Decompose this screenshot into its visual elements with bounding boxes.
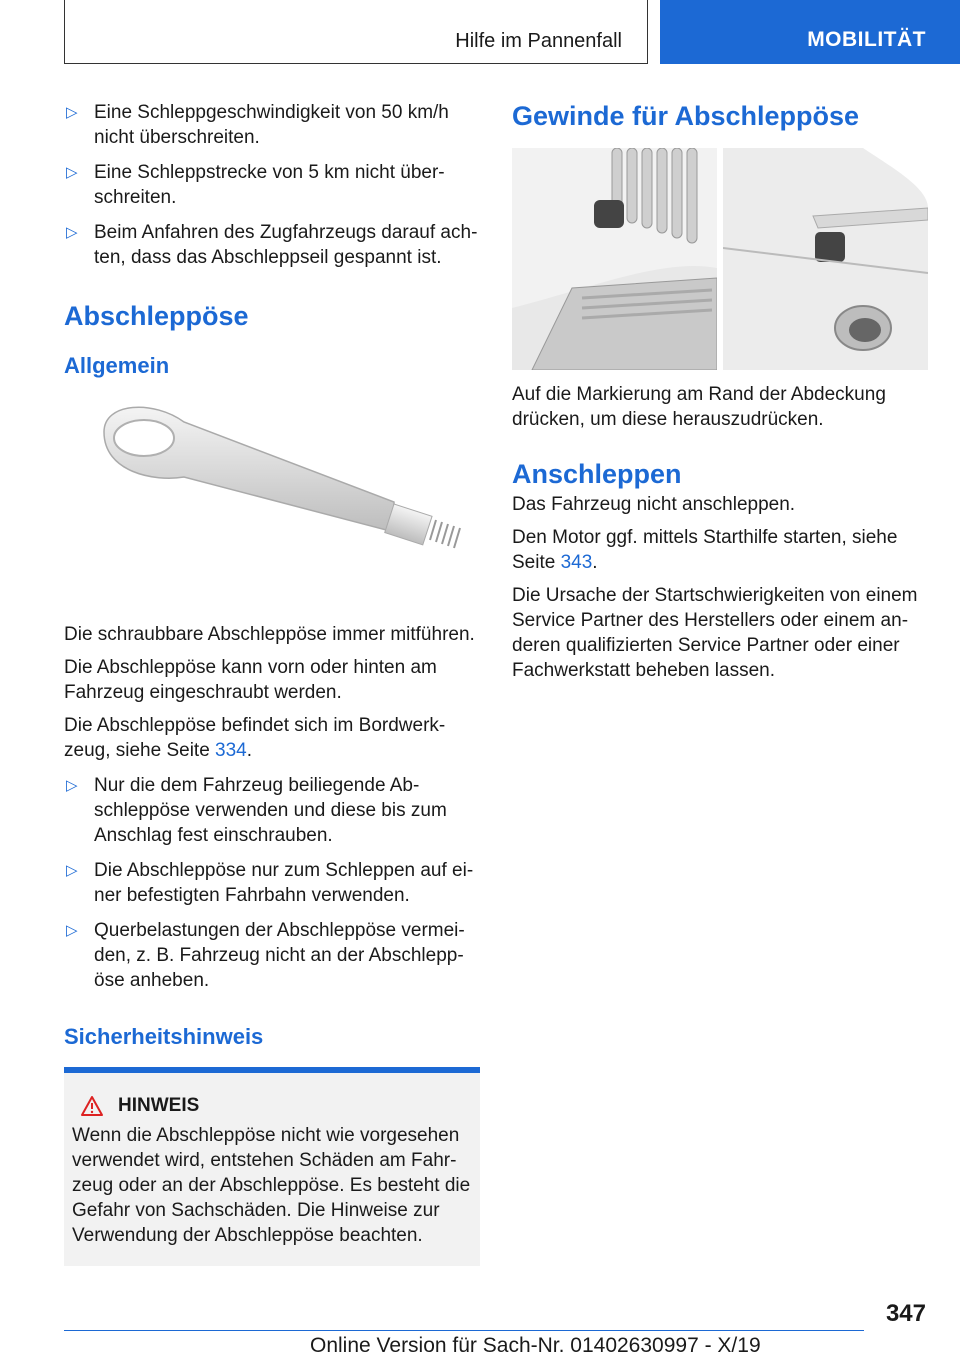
triangle-bullet-icon: ▷ <box>66 104 78 121</box>
triangle-bullet-icon: ▷ <box>66 164 78 181</box>
list-item: ▷ Eine Schleppstrecke von 5 km nicht überschreiten. <box>66 162 445 208</box>
tow-thread-cover-photos <box>512 148 928 370</box>
paragraph: Die Ursache der Startschwierigkeiten von einem Service Partner des Herstellers oder einem anderen qualifizierten Service Partner oder einer Fachwerkstatt beheben lassen. <box>512 585 918 681</box>
list-item: ▷ Nur die dem Fahrzeug beiliegende Abschleppöse verwenden und diese bis zum Anschlag fest einschrauben. <box>66 775 447 846</box>
left-column <box>64 100 480 1266</box>
paragraph: Das Fahrzeug nicht anschleppen. <box>512 494 796 515</box>
triangle-bullet-icon: ▷ <box>66 777 78 794</box>
paragraph: Den Motor ggf. mittels Starthilfe starten, siehe Seite 343. <box>512 527 898 573</box>
triangle-bullet-icon: ▷ <box>66 922 78 939</box>
rear-bumper-photo <box>723 148 928 370</box>
chapter-label: MOBILITÄT <box>807 28 926 51</box>
page-link-334[interactable]: 334 <box>215 740 247 761</box>
header-section-title: Hilfe im Pannenfall <box>455 30 622 52</box>
notice-label: HINWEIS <box>118 1095 200 1116</box>
notice-text: Wenn die Abschleppöse nicht wie vorgesehen verwendet wird, entstehen Schäden am Fahrzeug oder an der Abschleppöse. Es besteht die Gefahr von Sachschäden. Die Hinweise zur Verwendung der Abschleppöse beachten. <box>72 1125 471 1246</box>
page-number: 347 <box>885 1300 926 1327</box>
notice-header <box>72 1095 472 1117</box>
paragraph: Die Abschleppöse kann vorn oder hinten am Fahrzeug eingeschraubt werden. <box>64 657 437 703</box>
list-item: ▷ Eine Schleppgeschwindigkeit von 50 km/h nicht überschreiten. <box>66 102 449 148</box>
section-heading-gewinde: Gewinde für Abschleppöse <box>512 101 860 131</box>
front-bumper-photo <box>512 148 717 370</box>
triangle-bullet-icon: ▷ <box>66 862 78 879</box>
footer-divider <box>64 1330 864 1331</box>
image-caption: Auf die Markierung am Rand der Abdeckung drücken, um diese herauszudrücken. <box>512 384 886 430</box>
notice-box <box>64 1067 480 1266</box>
footer-text: Online Version für Sach-Nr. 01402630997 - X/19 <box>310 1334 761 1357</box>
right-column <box>512 100 928 691</box>
header-chapter-tab[interactable] <box>660 0 960 64</box>
list-item: ▷ Die Abschleppöse nur zum Schleppen auf einer befestigten Fahrbahn verwenden. <box>66 860 474 906</box>
section-heading-anschleppen: Anschleppen <box>512 459 682 489</box>
section-heading-abschleppoese: Abschleppöse <box>64 301 249 331</box>
list-item: ▷ Beim Anfahren des Zugfahrzeugs darauf achten, dass das Abschleppseil gespannt ist. <box>66 222 478 268</box>
tow-eye-illustration <box>64 392 480 622</box>
subheading-allgemein: Allgemein <box>64 353 170 378</box>
list-item: ▷ Querbelastungen der Abschleppöse vermeiden, z. B. Fahrzeug nicht an der Abschleppöse anheben. <box>66 920 465 991</box>
warning-triangle-icon <box>80 1095 104 1117</box>
subheading-sicherheitshinweis: Sicherheitshinweis <box>64 1024 264 1049</box>
page-link-343[interactable]: 343 <box>560 552 593 573</box>
paragraph: Die Abschleppöse befindet sich im Bordwerkzeug, siehe Seite 334. <box>64 715 446 761</box>
paragraph: Die schraubbare Abschleppöse immer mitführen. <box>64 624 475 645</box>
triangle-bullet-icon: ▷ <box>66 224 78 241</box>
